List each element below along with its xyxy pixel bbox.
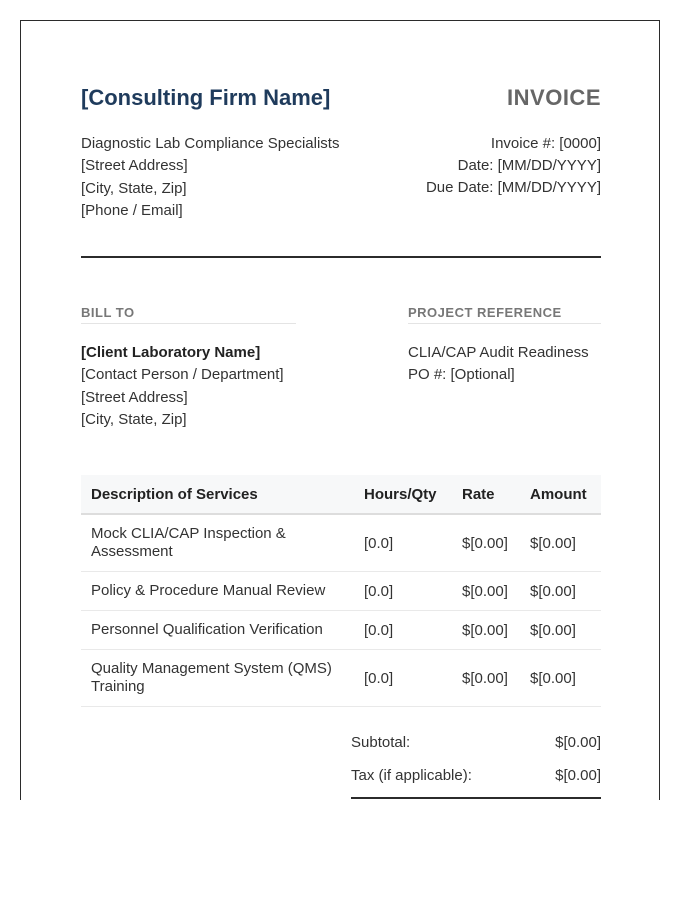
header-description: Description of Services	[81, 475, 354, 514]
bill-to-label: BILL TO	[81, 305, 296, 324]
row-amount: $[0.00]	[520, 572, 601, 611]
header-hours-qty: Hours/Qty	[354, 475, 452, 514]
row-description: Quality Management System (QMS) Training	[81, 650, 354, 707]
row-rate: $[0.00]	[452, 611, 520, 650]
client-contact: [Contact Person / Department]	[81, 366, 284, 384]
invoice-due-date: Due Date: [MM/DD/YYYY]	[425, 179, 601, 196]
firm-street: [Street Address]	[81, 157, 188, 175]
subtotal-value: $[0.00]	[555, 734, 601, 751]
client-city: [City, State, Zip]	[81, 410, 187, 428]
table-row	[81, 514, 601, 572]
firm-city: [City, State, Zip]	[81, 179, 187, 197]
row-rate: $[0.00]	[452, 572, 520, 611]
invoice-header	[81, 85, 601, 257]
row-rate: $[0.00]	[452, 650, 520, 707]
invoice-meta-block	[426, 133, 601, 199]
billing-info	[81, 257, 601, 475]
header-amount: Amount	[520, 475, 601, 514]
invoice-date: Date: [MM/DD/YYYY]	[457, 157, 601, 174]
client-name: [Client Laboratory Name]	[81, 344, 261, 361]
row-qty: [0.0]	[354, 650, 452, 707]
project-lines	[408, 342, 601, 387]
row-description: Policy & Procedure Manual Review	[81, 572, 354, 611]
row-qty: [0.0]	[354, 514, 452, 572]
table-row	[81, 572, 601, 611]
row-amount: $[0.00]	[520, 650, 601, 707]
services-table	[81, 475, 601, 707]
row-qty: [0.0]	[354, 572, 452, 611]
invoice-title: INVOICE	[507, 85, 601, 110]
invoice-number: Invoice #: [0000]	[490, 135, 601, 152]
row-qty: [0.0]	[354, 611, 452, 650]
project-name: CLIA/CAP Audit Readiness	[408, 344, 589, 361]
table-header-row	[81, 475, 601, 514]
subtotal-row	[351, 731, 601, 764]
firm-tagline: Diagnostic Lab Compliance Specialists	[81, 135, 340, 152]
project-reference-section	[408, 305, 601, 387]
firm-name: [Consulting Firm Name]	[81, 85, 331, 110]
row-description: Mock CLIA/CAP Inspection & Assessment	[81, 514, 354, 572]
table-row	[81, 650, 601, 707]
row-amount: $[0.00]	[520, 514, 601, 572]
po-number: PO #: [Optional]	[408, 366, 515, 384]
totals-block	[351, 731, 601, 799]
tax-row	[351, 764, 601, 797]
firm-contact: [Phone / Email]	[81, 201, 183, 219]
tax-value: $[0.00]	[555, 767, 601, 784]
bill-to-section	[81, 305, 296, 431]
row-rate: $[0.00]	[452, 514, 520, 572]
header-rate: Rate	[452, 475, 520, 514]
client-street: [Street Address]	[81, 388, 188, 406]
firm-address-block	[81, 133, 339, 222]
row-amount: $[0.00]	[520, 611, 601, 650]
totals-divider	[351, 797, 601, 799]
invoice-page	[20, 20, 660, 800]
invoice-content	[81, 85, 601, 799]
row-description: Personnel Qualification Verification	[81, 611, 354, 650]
project-reference-label: PROJECT REFERENCE	[408, 305, 601, 324]
table-row	[81, 611, 601, 650]
bill-to-lines	[81, 342, 296, 431]
tax-label: Tax (if applicable):	[351, 767, 472, 784]
subtotal-label: Subtotal:	[351, 734, 411, 751]
